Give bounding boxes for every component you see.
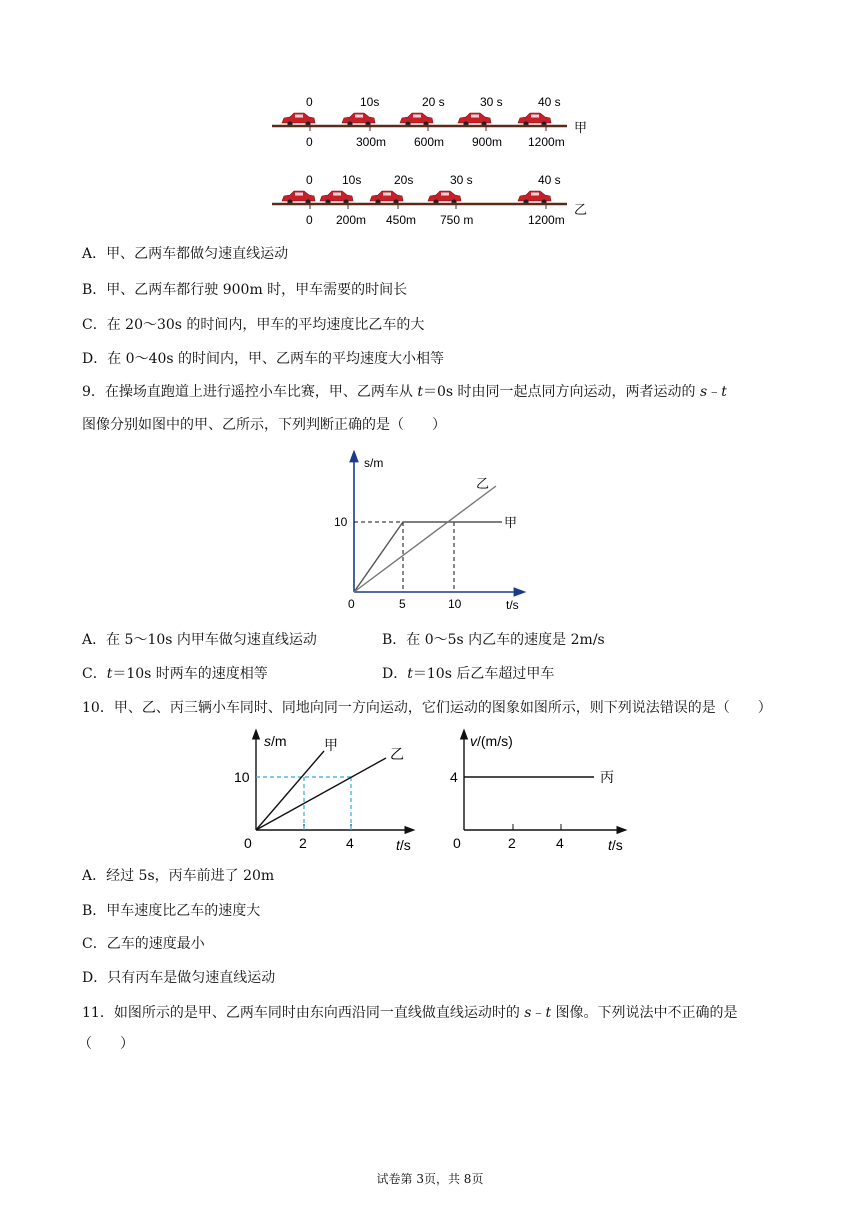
q9-stem-b: ＝0s 时由同一起点同方向运动，两者运动的 [423,384,700,400]
yi-car-4 [518,191,551,205]
q10r-ytick: 4 [450,769,458,785]
q10r-xtick-4: 4 [556,835,564,851]
yi-dist-1200: 1200m [528,213,565,227]
yi-time-10: 10s [342,173,362,187]
jia-time-0: 0 [306,95,313,109]
q9-option-d: D．t＝10s 后乙车超过甲车 [382,666,555,682]
q9-option-b: B．在 0～5s 内乙车的速度是 2m/s [382,632,605,648]
q11-stem-line2: （ ） [78,1036,134,1052]
q8-option-b: B．甲、乙两车都行驶 900m 时，甲车需要的时间长 [82,282,408,298]
jia-car-1 [342,113,375,127]
q9-xlabel: t/s [506,598,519,612]
q10-option-d: D．只有丙车是做匀速直线运动 [82,970,276,986]
jia-car-0 [282,113,315,127]
yi-car-1 [320,191,353,205]
jia-label: 甲 [574,120,588,135]
q10-vt-chart [438,726,638,856]
q9-ylabel: s/m [364,456,384,470]
q10-option-b: B．甲车速度比乙车的速度大 [82,903,261,919]
yi-dist-450: 450m [386,213,417,227]
svg-text:t/s: t/s [608,837,623,853]
jia-time-10: 10s [360,95,380,109]
q10-st-chart [228,726,428,856]
jia-row [272,95,587,149]
q10-option-c: C．乙车的速度最小 [82,936,205,952]
page-footer: 试卷第 3页，共 8页 [376,1172,484,1186]
jia-car-4 [518,113,551,127]
q10-option-a: A．经过 5s，丙车前进了 20m [82,868,275,884]
q9-stem-t: t [417,384,423,400]
yi-label: 乙 [574,202,588,217]
q8-option-d: D．在 0～40s 的时间内，甲、乙两车的平均速度大小相等 [82,351,445,367]
q10l-origin: 0 [244,835,252,851]
q9-yi-line [354,486,496,592]
q10r-bing-label: 丙 [600,769,614,785]
jia-time-20: 20 s [422,95,445,109]
svg-text:s/m: s/m [264,733,287,749]
jia-dist-1200: 1200m [528,135,565,149]
q8-option-a: A．甲、乙两车都做匀速直线运动 [82,246,289,262]
q10l-yi-line [256,758,386,830]
q10l-xtick-2: 2 [299,835,307,851]
q9-origin: 0 [348,597,355,611]
jia-dist-900: 900m [472,135,503,149]
yi-car-2 [370,191,403,205]
svg-text:t/s: t/s [396,837,411,853]
q10l-jia-label: 甲 [324,737,338,753]
q9-ytick-10: 10 [334,515,348,529]
jia-car-3 [458,113,491,127]
jia-dist-600: 600m [414,135,445,149]
q10l-yi-label: 乙 [390,746,404,762]
q9-xtick-10: 10 [448,597,462,611]
yi-time-30: 30 s [450,173,473,187]
q10l-jia-line [256,751,324,830]
q10r-xtick-2: 2 [508,835,516,851]
q9-jia-label: 甲 [504,515,518,530]
jia-time-40: 40 s [538,95,561,109]
svg-text:v/(m/s): v/(m/s) [470,733,513,749]
q10-stem: 10．甲、乙、丙三辆小车同时、同地向同一方向运动，它们运动的图象如图所示，则下列说法错误的是（ ） [82,700,772,716]
jia-dist-0: 0 [306,135,313,149]
jia-dist-300: 300m [356,135,387,149]
q9-stem-line2: 图像分别如图中的甲、乙所示，下列判断正确的是（ ） [82,417,446,433]
q9-stem-line1 [82,382,727,402]
yi-dist-750: 750 m [440,213,474,227]
yi-time-0: 0 [306,173,313,187]
yi-car-0 [282,191,315,205]
q9-stem-dash: ﹣ [707,384,722,400]
yi-row [272,173,587,227]
q9-option-a: A．在 5～10s 内甲车做匀速直线运动 [82,632,317,648]
q11-stem-line1: 11．如图所示的是甲、乙两车同时由东向西沿同一直线做直线运动时的 s﹣t 图像。下列说法中不正确的是 [82,1005,738,1021]
q9-jia-line [354,522,502,592]
yi-time-40: 40 s [538,173,561,187]
q9-option-c: C．t＝10s 时两车的速度相等 [82,666,268,682]
q9-stem-a: 9．在操场直跑道上进行遥控小车比赛，甲、乙两车从 [82,384,418,400]
q9-yi-label: 乙 [476,476,490,491]
q8-option-c: C．在 20～30s 的时间内，甲车的平均速度比乙车的大 [82,317,425,333]
yi-time-20: 20s [394,173,414,187]
jia-car-2 [400,113,433,127]
q10l-xtick-4: 4 [346,835,354,851]
q10r-origin: 0 [453,835,461,851]
yi-car-3 [428,191,461,205]
q9-stem-s: s [700,384,708,400]
q9-stem-t2: t [721,384,727,400]
q10l-ytick: 10 [234,769,250,785]
jia-time-30: 30 s [480,95,503,109]
q9-st-chart [330,448,530,616]
yi-dist-0: 0 [306,213,313,227]
car-position-figure [262,88,602,233]
q9-xtick-5: 5 [399,597,406,611]
yi-dist-200: 200m [336,213,367,227]
